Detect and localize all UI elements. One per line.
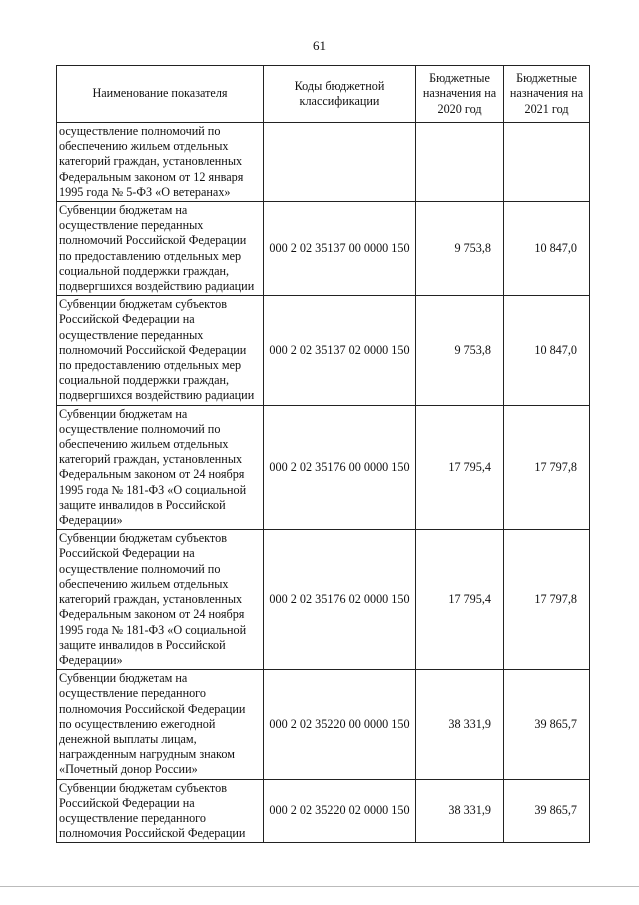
row-name: Субвенции бюджетам субъектов Российской Федерации на осуществление переданных полномочий Российской Федерации по предоставлению отдельных мер социальной поддержки граждан, подвергшихся воздействию радиации — [57, 296, 264, 405]
row-2021: 17 797,8 — [504, 405, 590, 530]
page-number: 61 — [313, 38, 326, 53]
row-2021 — [504, 123, 590, 202]
table-row — [57, 296, 590, 405]
row-code: 000 2 02 35176 00 0000 150 — [264, 405, 416, 530]
row-name: Субвенции бюджетам на осуществление переданного полномочия Российской Федерации по осуществлению ежегодной денежной выплаты лицам, награжденным нагрудным знаком «Почетный донор России» — [57, 670, 264, 779]
table-row — [57, 202, 590, 296]
row-2020: 9 753,8 — [416, 202, 504, 296]
row-code: 000 2 02 35220 00 0000 150 — [264, 670, 416, 779]
row-code: 000 2 02 35137 00 0000 150 — [264, 202, 416, 296]
row-code — [264, 123, 416, 202]
table-row — [57, 123, 590, 202]
table-row — [57, 779, 590, 843]
row-2020 — [416, 123, 504, 202]
table-header-row — [57, 66, 590, 123]
budget-table — [56, 65, 590, 843]
table-row — [57, 405, 590, 530]
row-2021: 39 865,7 — [504, 670, 590, 779]
row-name: осуществление полномочий по обеспечению жильем отдельных категорий граждан, установленных Федеральным законом от 12 января 1995 года № 5-ФЗ «О ветеранах» — [57, 123, 264, 202]
header-name: Наименование показателя — [57, 66, 264, 123]
row-2021: 39 865,7 — [504, 779, 590, 843]
row-2021: 10 847,0 — [504, 296, 590, 405]
row-code: 000 2 02 35137 02 0000 150 — [264, 296, 416, 405]
row-name: Субвенции бюджетам субъектов Российской Федерации на осуществление полномочий по обеспечению жильем отдельных категорий граждан, установленных Федеральным законом от 24 ноября 1995 года № 181-ФЗ «О социальной защите инвалидов в Российской Федерации» — [57, 530, 264, 670]
header-code: Коды бюджетной классификации — [264, 66, 416, 123]
row-2020: 38 331,9 — [416, 779, 504, 843]
table-row — [57, 670, 590, 779]
row-name: Субвенции бюджетам субъектов Российской Федерации на осуществление переданного полномочия Российской Федерации — [57, 779, 264, 843]
row-name: Субвенции бюджетам на осуществление переданных полномочий Российской Федерации по предоставлению отдельных мер социальной поддержки граждан, подвергшихся воздействию радиации — [57, 202, 264, 296]
header-2020: Бюджетные назначения на 2020 год — [416, 66, 504, 123]
header-2021: Бюджетные назначения на 2021 год — [504, 66, 590, 123]
row-2020: 9 753,8 — [416, 296, 504, 405]
row-2020: 38 331,9 — [416, 670, 504, 779]
row-code: 000 2 02 35220 02 0000 150 — [264, 779, 416, 843]
row-2020: 17 795,4 — [416, 405, 504, 530]
row-code: 000 2 02 35176 02 0000 150 — [264, 530, 416, 670]
row-name: Субвенции бюджетам на осуществление полномочий по обеспечению жильем отдельных категорий граждан, установленных Федеральным законом от 24 ноября 1995 года № 181-ФЗ «О социальной защите инвалидов в Российской Федерации» — [57, 405, 264, 530]
row-2021: 10 847,0 — [504, 202, 590, 296]
row-2020: 17 795,4 — [416, 530, 504, 670]
row-2021: 17 797,8 — [504, 530, 590, 670]
page-bottom-rule — [0, 886, 639, 887]
table-row — [57, 530, 590, 670]
